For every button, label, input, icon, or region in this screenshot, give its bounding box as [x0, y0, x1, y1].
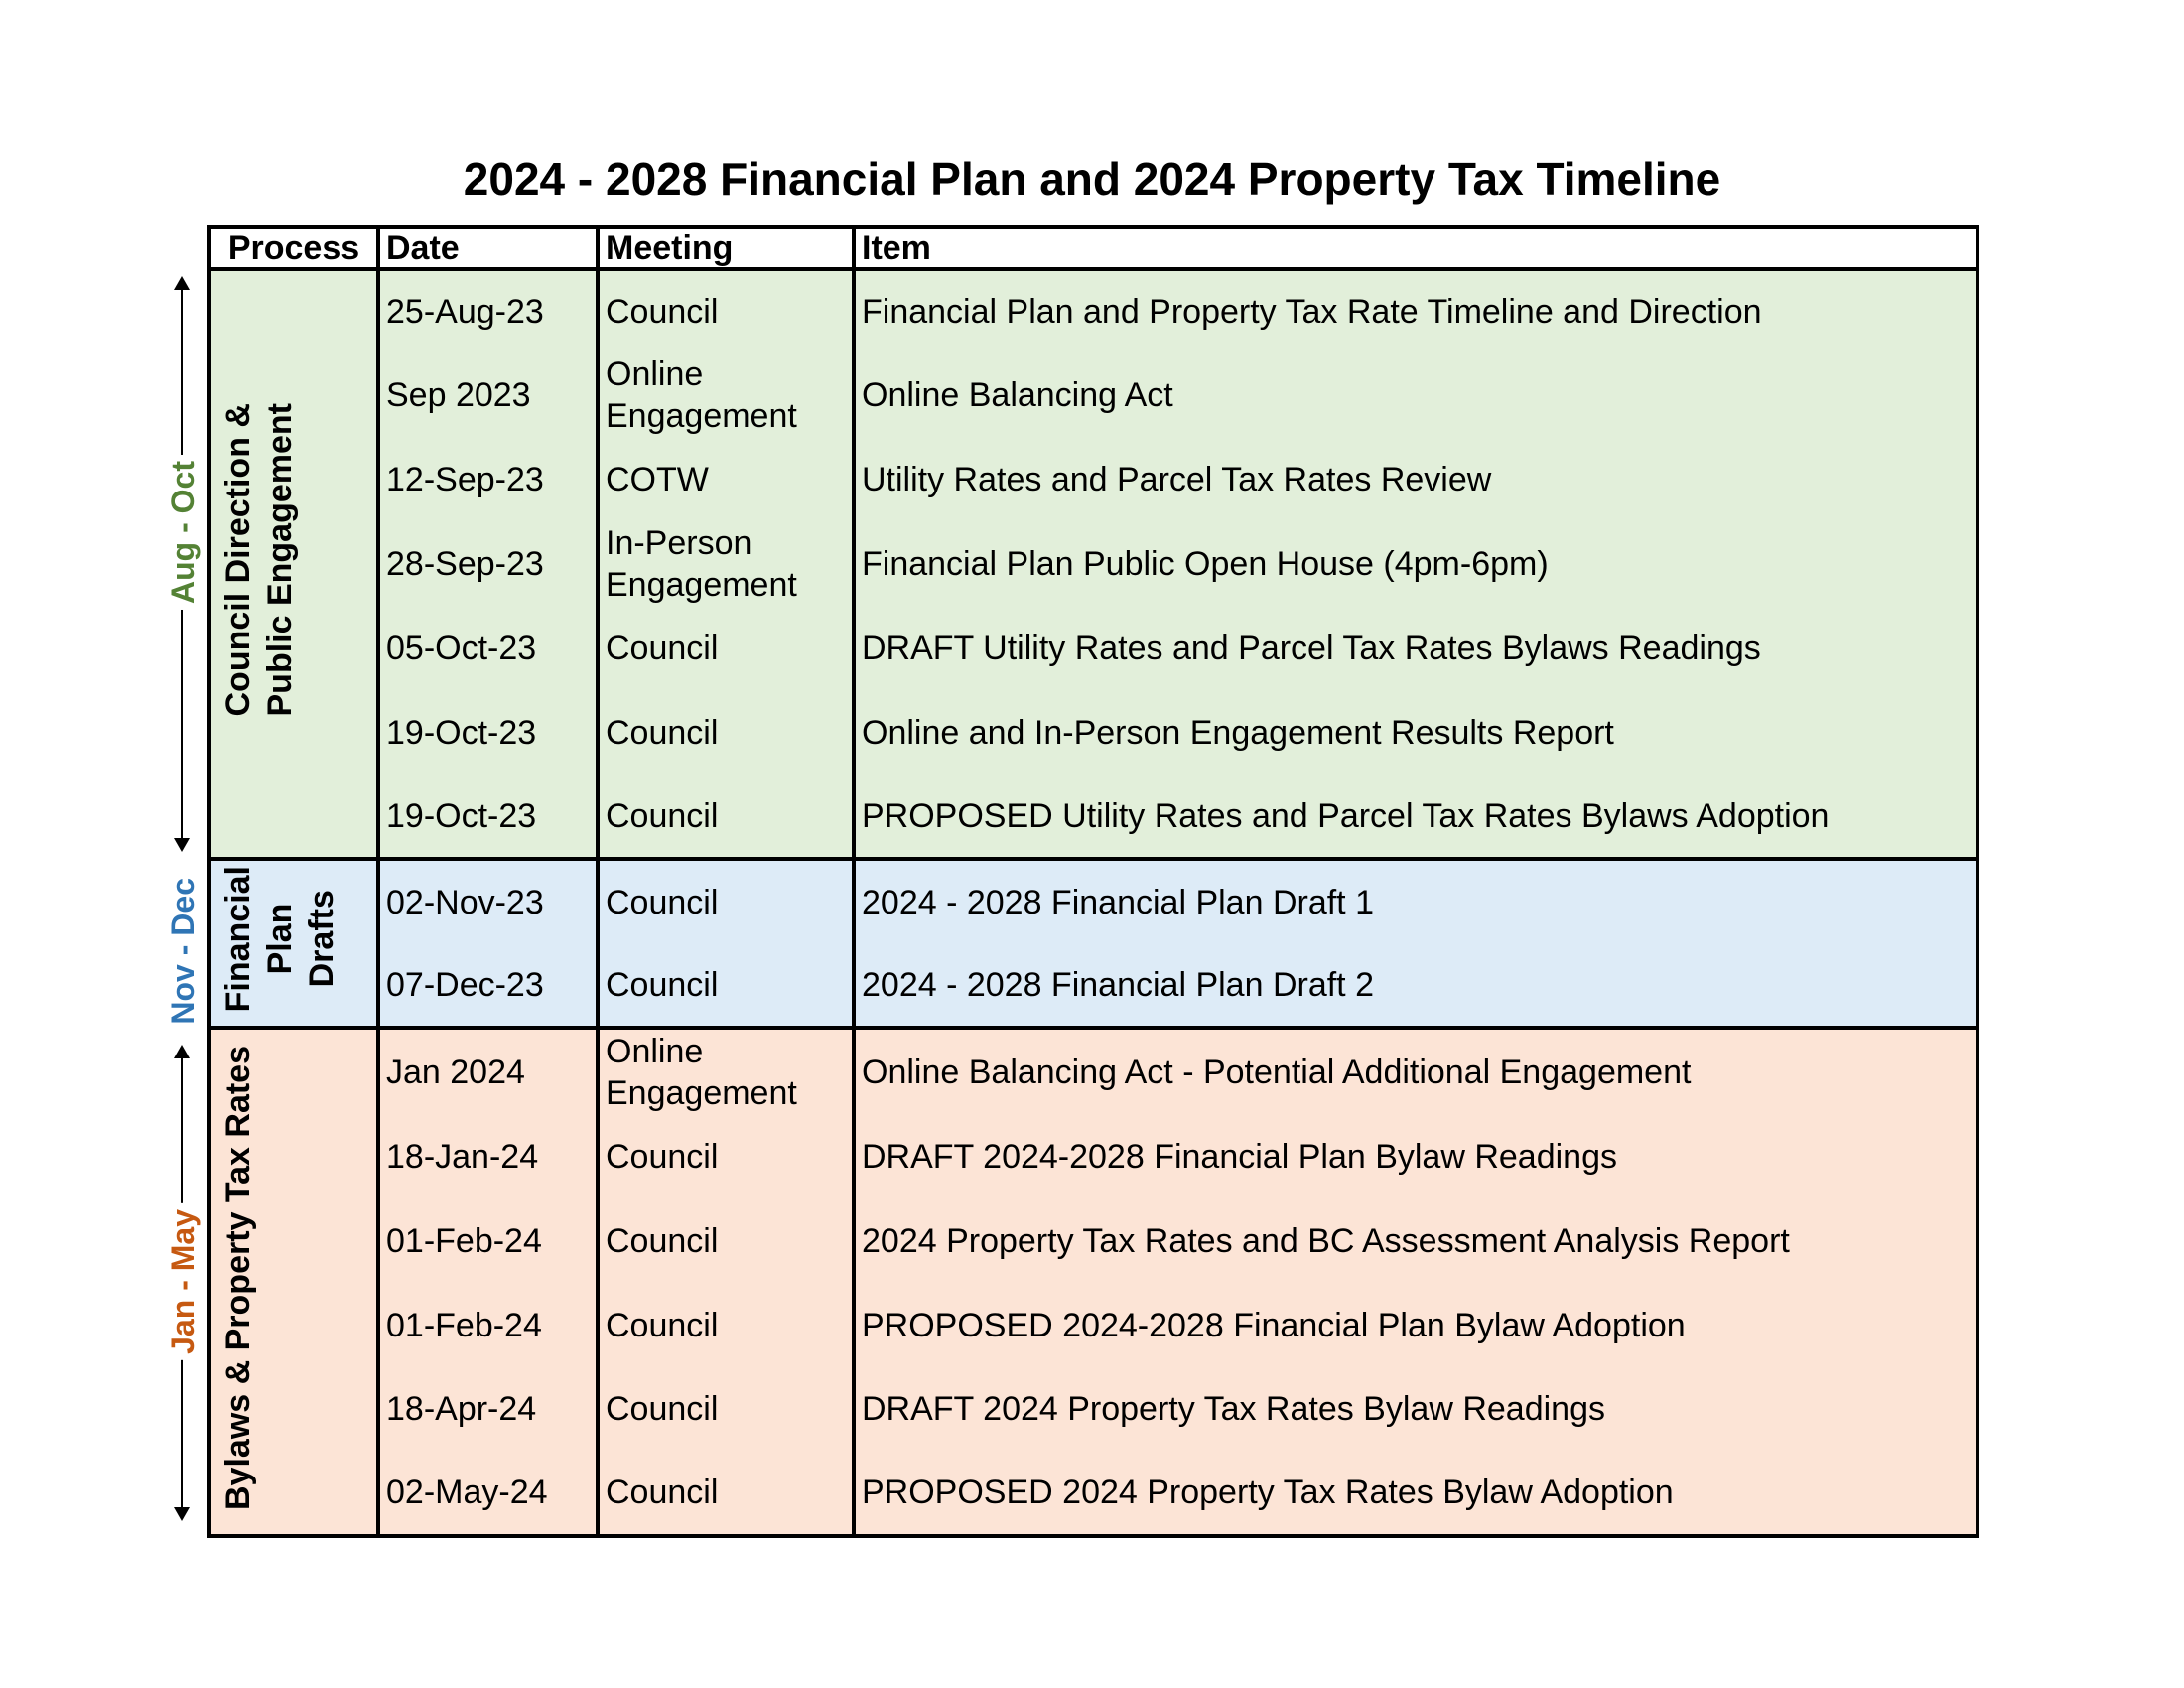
meeting-text: Council	[606, 965, 719, 1004]
meeting-cell	[598, 859, 854, 943]
table-row	[209, 691, 1978, 775]
meeting-cell	[598, 1198, 854, 1283]
process-cell-financial-plan-drafts	[209, 859, 378, 1028]
page-title: 2024 - 2028 Financial Plan and 2024 Property Tax Timeline	[463, 153, 1721, 205]
item-text: Online Balancing Act	[862, 376, 1173, 415]
meeting-text: Council	[606, 883, 719, 921]
table-row	[209, 269, 1978, 353]
meeting-text: In-Person Engagement	[606, 524, 797, 605]
item-cell	[854, 1114, 1978, 1198]
table-row	[209, 1452, 1978, 1536]
meeting-text: Online Engagement	[606, 355, 797, 436]
date-cell	[378, 943, 598, 1028]
date-text: 19-Oct-23	[386, 796, 537, 835]
date-cell	[378, 1114, 598, 1198]
date-text: 05-Oct-23	[386, 630, 537, 668]
meeting-text: COTW	[606, 461, 709, 499]
item-text: DRAFT 2024-2028 Financial Plan Bylaw Readings	[862, 1137, 1617, 1176]
table-row	[209, 1283, 1978, 1367]
item-text: 2024 - 2028 Financial Plan Draft 1	[862, 883, 1374, 921]
date-cell	[378, 859, 598, 943]
date-cell	[378, 1283, 598, 1367]
date-cell	[378, 522, 598, 607]
process-label: Bylaws & Property Tax Rates	[219, 1045, 257, 1510]
meeting-text: Council	[606, 796, 719, 835]
meeting-text: Council	[606, 1221, 719, 1260]
meeting-text: Council	[606, 1390, 719, 1429]
meeting-cell	[598, 353, 854, 438]
timeline-body	[209, 269, 1978, 1536]
item-text: DRAFT Utility Rates and Parcel Tax Rates Bylaws Readings	[862, 630, 1761, 668]
item-text: PROPOSED 2024 Property Tax Rates Bylaw Adoption	[862, 1474, 1674, 1512]
item-text: PROPOSED Utility Rates and Parcel Tax Rates Bylaws Adoption	[862, 796, 1830, 835]
item-cell	[854, 691, 1978, 775]
meeting-cell	[598, 691, 854, 775]
arrow-down-icon	[174, 1507, 190, 1521]
item-cell	[854, 438, 1978, 522]
date-cell	[378, 353, 598, 438]
meeting-cell	[598, 522, 854, 607]
date-text: Sep 2023	[386, 376, 531, 415]
table-row	[209, 859, 1978, 943]
meeting-text: Council	[606, 293, 719, 332]
arrow-down-icon	[174, 838, 190, 852]
item-cell	[854, 1283, 1978, 1367]
table-row	[209, 607, 1978, 691]
meeting-text: Council	[606, 714, 719, 753]
item-text: PROPOSED 2024-2028 Financial Plan Bylaw Adoption	[862, 1306, 1686, 1344]
date-cell	[378, 269, 598, 353]
meeting-cell	[598, 1028, 854, 1114]
date-text: 25-Aug-23	[386, 293, 544, 332]
meeting-cell	[598, 607, 854, 691]
meeting-cell	[598, 269, 854, 353]
date-cell	[378, 438, 598, 522]
header-date: Date	[378, 227, 598, 269]
date-text: 02-May-24	[386, 1474, 548, 1512]
item-text: 2024 Property Tax Rates and BC Assessment Analysis Report	[862, 1221, 1790, 1260]
item-cell	[854, 269, 1978, 353]
process-label: Council Direction & Public Engagement	[219, 402, 299, 717]
date-cell	[378, 1367, 598, 1452]
date-cell	[378, 1198, 598, 1283]
meeting-cell	[598, 1367, 854, 1452]
meeting-cell	[598, 1452, 854, 1536]
item-text: DRAFT 2024 Property Tax Rates Bylaw Readings	[862, 1390, 1605, 1429]
meeting-text: Council	[606, 630, 719, 668]
table-row	[209, 1367, 1978, 1452]
table-row	[209, 438, 1978, 522]
date-text: 18-Apr-24	[386, 1390, 537, 1429]
header-process: Process	[209, 227, 378, 269]
table-row	[209, 943, 1978, 1028]
header-meeting: Meeting	[598, 227, 854, 269]
meeting-cell	[598, 438, 854, 522]
table-row	[209, 1198, 1978, 1283]
date-text: 01-Feb-24	[386, 1221, 542, 1260]
date-text: 19-Oct-23	[386, 714, 537, 753]
timeline-table	[207, 225, 1979, 1538]
item-cell	[854, 943, 1978, 1028]
date-cell	[378, 1028, 598, 1114]
table-row	[209, 1114, 1978, 1198]
header-row	[209, 227, 1978, 269]
date-text: 07-Dec-23	[386, 965, 544, 1004]
meeting-cell	[598, 943, 854, 1028]
item-text: Online Balancing Act - Potential Additional Engagement	[862, 1053, 1692, 1091]
date-text: 02-Nov-23	[386, 883, 544, 921]
item-text: Financial Plan and Property Tax Rate Timeline and Direction	[862, 293, 1762, 332]
date-text: Jan 2024	[386, 1053, 525, 1091]
item-text: 2024 - 2028 Financial Plan Draft 2	[862, 965, 1374, 1004]
meeting-cell	[598, 1283, 854, 1367]
meeting-text: Council	[606, 1137, 719, 1176]
date-text: 18-Jan-24	[386, 1137, 539, 1176]
meeting-cell	[598, 775, 854, 860]
meeting-cell	[598, 1114, 854, 1198]
item-cell	[854, 859, 1978, 943]
meeting-text: Council	[606, 1474, 719, 1512]
process-cell-bylaws-tax-rates	[209, 1028, 378, 1536]
date-text: 12-Sep-23	[386, 461, 544, 499]
table-row	[209, 1028, 1978, 1114]
date-cell	[378, 607, 598, 691]
date-text: 01-Feb-24	[386, 1306, 542, 1344]
date-text: 28-Sep-23	[386, 545, 544, 584]
date-cell	[378, 691, 598, 775]
item-text: Utility Rates and Parcel Tax Rates Review	[862, 461, 1492, 499]
date-cell	[378, 775, 598, 860]
process-label: Financial Plan Drafts	[219, 866, 341, 1013]
item-cell	[854, 1367, 1978, 1452]
item-cell	[854, 1028, 1978, 1114]
header-item: Item	[854, 227, 1978, 269]
item-cell	[854, 522, 1978, 607]
item-cell	[854, 1198, 1978, 1283]
date-cell	[378, 1452, 598, 1536]
item-cell	[854, 775, 1978, 860]
meeting-text: Council	[606, 1306, 719, 1344]
item-text: Financial Plan Public Open House (4pm-6pm)	[862, 545, 1549, 584]
item-text: Online and In-Person Engagement Results Report	[862, 714, 1614, 753]
side-label-nov-dec: Nov - Dec	[143, 872, 222, 1036]
item-cell	[854, 1452, 1978, 1536]
meeting-text: Online Engagement	[606, 1032, 797, 1112]
table-row	[209, 522, 1978, 607]
side-label-aug-oct: Aug - Oct	[143, 455, 222, 615]
table-row	[209, 775, 1978, 860]
side-label-jan-may: Jan - May	[143, 1203, 222, 1365]
item-cell	[854, 607, 1978, 691]
item-cell	[854, 353, 1978, 438]
process-cell-council-direction	[209, 269, 378, 859]
table-row	[209, 353, 1978, 438]
